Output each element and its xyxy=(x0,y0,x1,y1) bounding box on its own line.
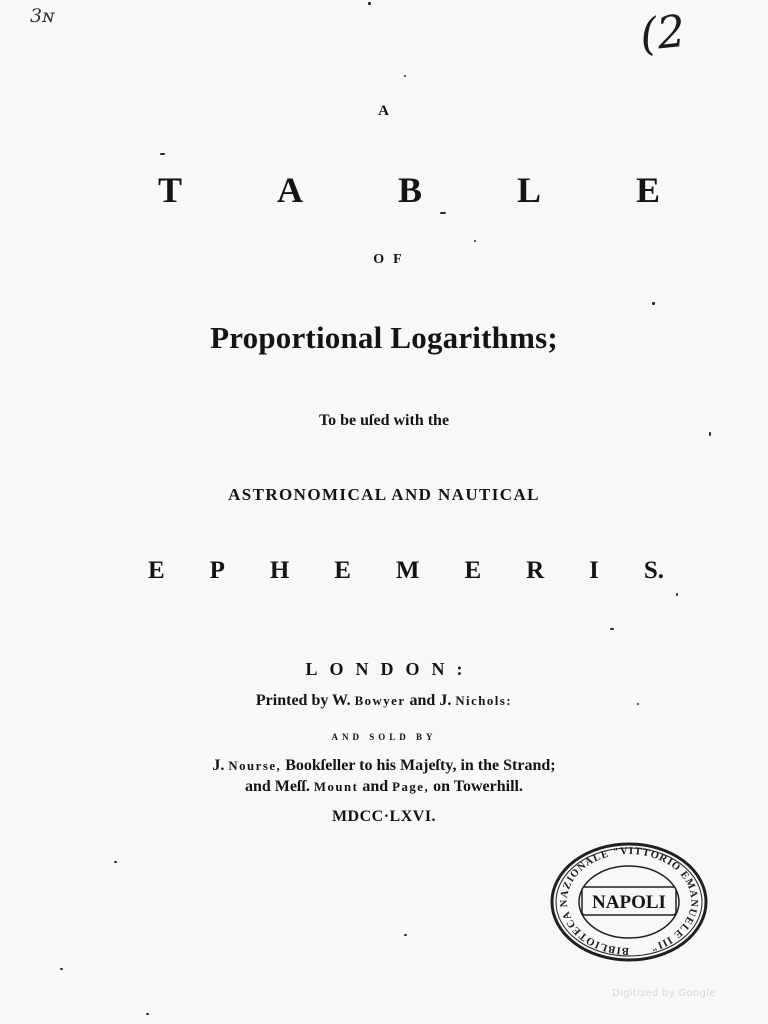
library-stamp xyxy=(548,840,710,964)
digitizer-watermark: Digitized by Google xyxy=(612,988,716,999)
ephemeris-letter: P xyxy=(209,557,225,584)
second-seller-rest: on Towerhill. xyxy=(433,778,523,795)
main-title-letter: E xyxy=(635,170,660,210)
ephemeris-letter: M xyxy=(395,557,420,584)
printer-nichols: Nichols: xyxy=(455,694,513,708)
ink-speck xyxy=(637,703,639,705)
bookseller-rest: Bookſeller to his Majeſty, in the Strand; xyxy=(285,757,556,774)
printers-prefix: Printed by W. xyxy=(255,692,351,709)
printers-middle: and J. xyxy=(409,692,452,709)
ink-speck xyxy=(368,2,371,5)
ink-speck xyxy=(404,934,407,936)
ephemeris-title xyxy=(148,558,664,583)
ephemeris-letter: I xyxy=(589,557,599,584)
title-article: A xyxy=(378,103,390,119)
printers-line xyxy=(0,693,768,709)
stamp-ring-text: BIBLIOTECA NAZIONALE "VITTORIO EMANUELE III" xyxy=(558,845,700,957)
second-seller-line xyxy=(0,779,768,795)
main-title-letter: L xyxy=(516,170,541,210)
bookseller-prefix: J. xyxy=(212,757,225,774)
ephemeris-letter: E xyxy=(464,557,482,584)
imprint-city: LONDON: xyxy=(305,659,475,679)
subject-title: Proportional Logarithms; xyxy=(210,320,558,355)
ink-speck xyxy=(474,240,476,242)
ink-speck xyxy=(676,593,678,596)
ink-speck xyxy=(440,212,446,214)
ink-speck xyxy=(60,968,63,970)
ink-speck xyxy=(709,432,711,436)
ephemeris-letter: S. xyxy=(643,557,664,584)
handwritten-note-top-right: (2 xyxy=(637,5,688,62)
ephemeris-letter: H xyxy=(269,557,290,584)
second-seller-prefix: and Meſſ. xyxy=(245,778,310,795)
main-title xyxy=(158,172,660,208)
publication-line: ASTRONOMICAL AND NAUTICAL xyxy=(228,485,540,504)
seller-page: Page, xyxy=(392,780,430,794)
main-title-letter: A xyxy=(277,170,303,210)
ink-speck xyxy=(160,153,165,155)
publication-date: MDCC·LXVI. xyxy=(331,808,437,825)
handwritten-note-top-left: 3ɴ xyxy=(30,5,55,27)
stamp-center-text: NAPOLI xyxy=(592,892,666,913)
ink-speck xyxy=(652,302,655,305)
second-seller-middle: and xyxy=(362,778,389,795)
ephemeris-letter: R xyxy=(526,557,545,584)
ink-speck xyxy=(610,628,614,630)
bookseller-nourse: Nourse, xyxy=(228,759,282,773)
sold-by-line: AND SOLD BY xyxy=(331,732,437,742)
seller-mount: Mount xyxy=(313,780,359,794)
title-of: OF xyxy=(373,252,411,267)
usage-line: To be uſed with the xyxy=(318,412,450,429)
ink-speck xyxy=(404,75,406,77)
ink-speck xyxy=(114,861,117,863)
main-title-letter: T xyxy=(158,170,183,210)
ink-speck xyxy=(146,1013,149,1015)
ephemeris-letter: E xyxy=(334,557,351,584)
main-title-letter: B xyxy=(397,170,422,210)
ephemeris-letter: E xyxy=(148,557,165,584)
bookseller-line xyxy=(0,758,768,774)
printer-bowyer: Bowyer xyxy=(354,694,406,708)
